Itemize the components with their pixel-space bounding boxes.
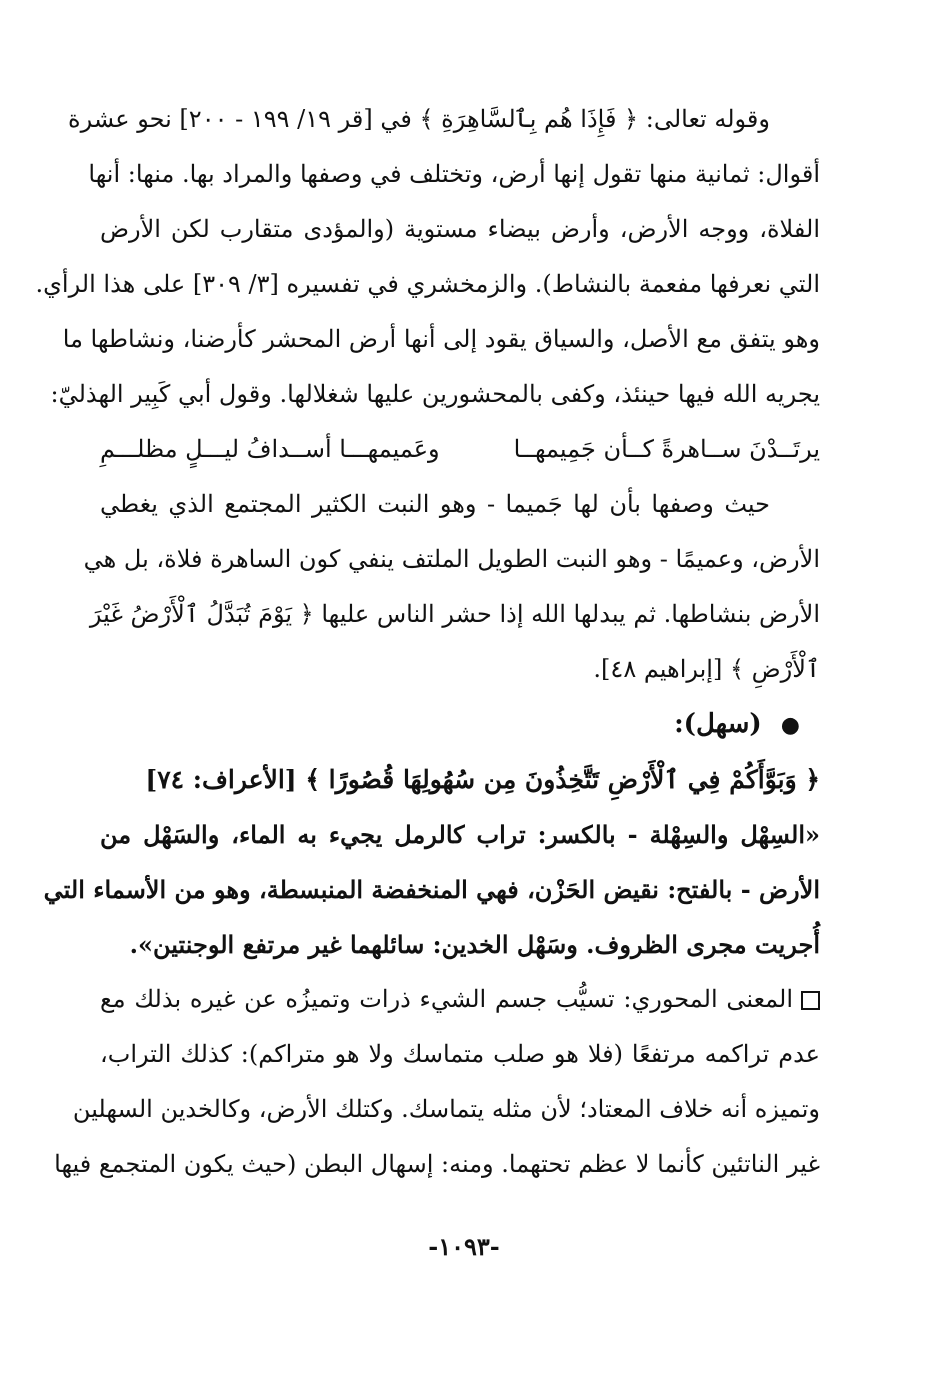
page-number: -١٠٩٣- — [428, 1232, 500, 1261]
core-meaning-label: المعنى المحوري: — [623, 985, 793, 1013]
text-line: ٱلْأَرْضِ ﴾ [إبراهيم ٤٨]. — [593, 655, 820, 683]
paragraph-jamim — [83, 477, 820, 697]
core-meaning — [54, 972, 820, 1192]
text-line — [100, 972, 820, 1027]
text-line: وهو يتفق مع الأصل، والسياق يقود إلى أنها أرض المحشر كأرضنا، ونشاطها ما — [62, 325, 820, 353]
page-body — [35, 92, 820, 1192]
text-line: أُجريت مجرى الظروف. وسَهْل الخدين: سائلهما غير مرتفع الوجنتين». — [129, 930, 820, 959]
lexical-definition — [43, 807, 820, 972]
core-meaning-text: تسيُّب جسم الشيء ذرات وتميزُه عن غيره بذلك مع — [100, 985, 615, 1013]
text-line: «السِهْل والسِهْلة - بالكسر: تراب كالرمل يجيء به الماء، والسَهْل من — [100, 820, 820, 849]
entry-heading-text: (سهل): — [674, 709, 762, 739]
text-line: حيث وصفها بأن لها جَميما - وهو النبت الكثير المجتمع الذي يغطي — [100, 490, 770, 518]
verse-hemistich-first: يرتَــدْنَ ســاهرةً كــأن جَمِيمهــا — [513, 435, 820, 463]
text-line: عدم تراكمه مرتفعًا (فلا هو صلب متماسك ولا هو متراكم): كذلك التراب، — [100, 1040, 820, 1068]
verse-hemistich-second: وعَميمهـــا أســدافُ ليـــلٍ مظلـــمِ — [100, 435, 440, 463]
checkbox-square-icon — [801, 991, 820, 1010]
text-line: الأرض، وعميمًا - وهو النبت الطويل الملتف ينفي كون الساهرة فلاة، بل هي — [83, 545, 820, 573]
text-line: التي نعرفها مفعمة بالنشاط). والزمخشري في تفسيره [٣/ ٣٠٩] على هذا الرأي. — [35, 270, 820, 298]
text-line: الأرض - بالفتح: نقيض الحَزْن، فهي المنخفضة المنبسطة، وهو من الأسماء التي — [43, 875, 820, 904]
text-line: يجريه الله فيها حينئذ، وكفى بالمحشورين عليها شغلالها. وقول أبي كَبِير الهذليّ: — [50, 380, 820, 408]
text-line: الفلاة، ووجه الأرض، وأرض بيضاء مستوية (والمؤدى متقارب لكن الأرض — [100, 215, 820, 243]
quran-verse: ﴿ وَبَوَّأَكُمْ فِي ٱلْأَرْضِ تَتَّخِذُونَ مِن سُهُولِهَا قُصُورًا ﴾ [الأعراف: ٧٤] — [145, 765, 820, 794]
text-line: وقوله تعالى: ﴿ فَإِذَا هُم بِٱلسَّاهِرَةِ ﴾ في [قر ١٩/ ١٩٩ - ٢٠٠] نحو عشرة — [68, 105, 770, 133]
bullet-icon: ● — [780, 712, 800, 738]
text-line: غير الناتئين كأنما لا عظم تحتهما. ومنه: إسهال البطن (حيث يكون المتجمع فيها — [54, 1150, 820, 1178]
text-line: أقوال: ثمانية منها تقول إنها أرض، وتختلف في وصفها والمراد بها. منها: أنها — [88, 160, 820, 188]
text-line: الأرض بنشاطها. ثم يبدلها الله إذا حشر الناس عليها ﴿ يَوْمَ تُبَدَّلُ ٱلْأَرْضُ غَيْرَ — [89, 600, 820, 628]
paragraph-saahira — [35, 92, 820, 422]
entry-heading — [100, 697, 820, 752]
text-line: وتميزه أنه خلاف المعتاد؛ لأن مثله يتماسك. وكتلك الأرض، وكالخدين السهلين — [72, 1095, 820, 1123]
poetry-verse — [100, 422, 820, 477]
